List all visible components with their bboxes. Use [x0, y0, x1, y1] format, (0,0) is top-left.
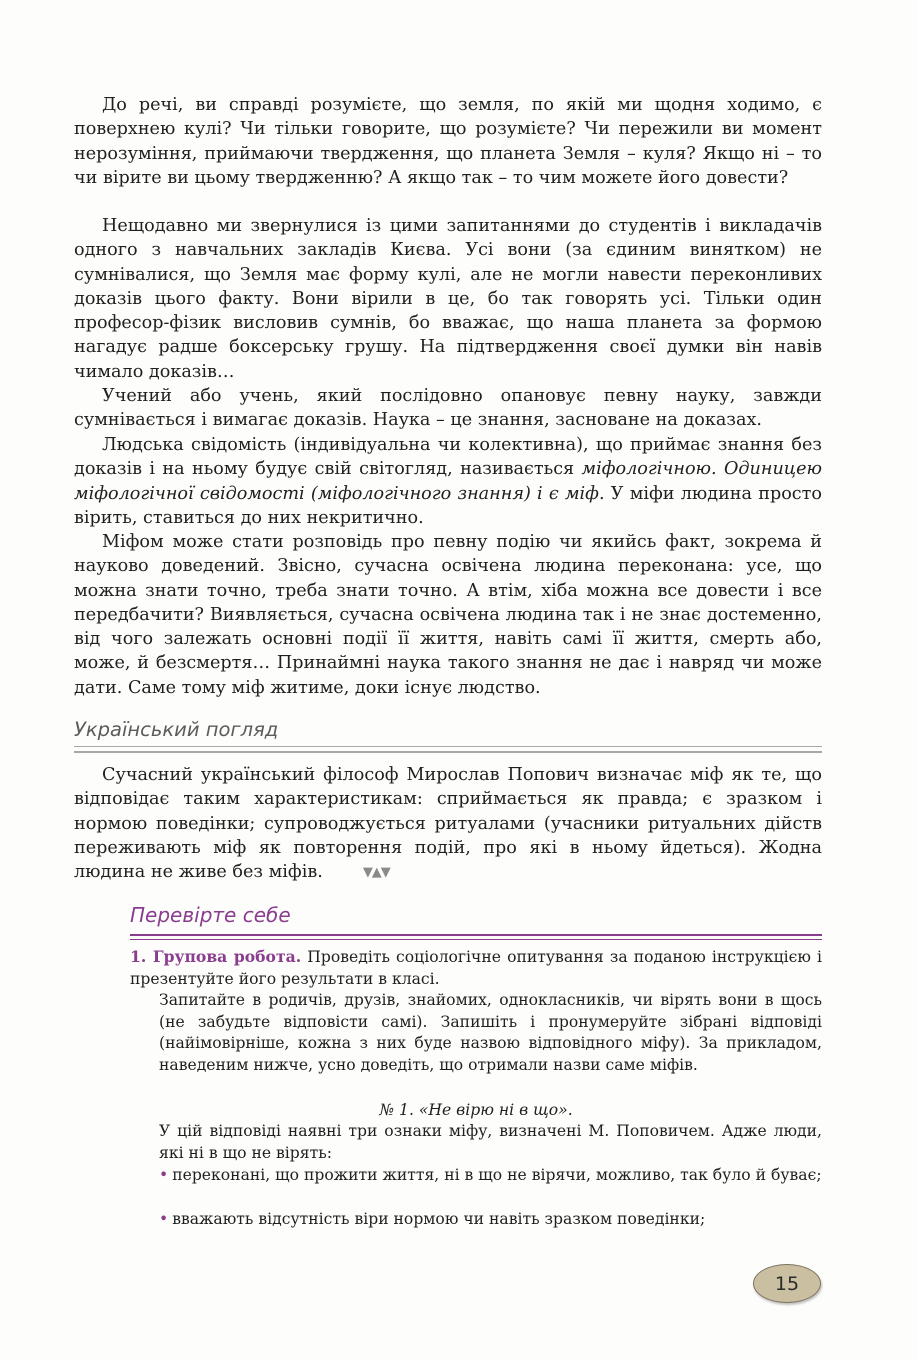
- bullet-item: [159, 1209, 822, 1231]
- ukrainian-view-body: Сучасний український філософ Мирослав Попович визначає міф як те, що відповідає таким характеристикам: сприймається як правда; є зразком і нормою поведінки; супроводжується ритуалами (учасники ритуальних дійств переживають міф як повторення подій, про які в ньому йдеться). Жодна людина не живе без міфів.: [74, 765, 822, 883]
- paragraph-2: Нещодавно ми звернулися із цими запитаннями до студентів і викладачів одного з навчальних закладів Києва. Усі вони (за єдиним винятком) не сумнівалися, що Земля має форму кулі, але не могли навести переконливих доказів цього факту. Вони вірили в це, бо так говорять усі. Тільки один професор-фізик висловив сумнів, бо вважає, що наша планета за формою нагадує радше боксерську грушу. На підтвердження своєї думки він навів чимало доказів…: [74, 216, 822, 382]
- paragraph-3: Учений або учень, який послідовно опановує певну науку, завжди сумнівається і вимагає доказів. Наука – це знання, засноване на доказах.: [74, 386, 822, 431]
- triangle-marker-icon: ▼▲▼: [362, 865, 390, 881]
- section-heading-ukrainian-view: Український погляд: [74, 718, 279, 741]
- section-divider: [74, 746, 822, 753]
- task-text: Проведіть соціологічне опитування за поданою інструкцією і презентуйте його результати в класі.: [130, 948, 822, 988]
- task-label: 1. Групова робота.: [130, 947, 302, 966]
- paragraph-4: [74, 433, 822, 530]
- section-heading-check-yourself: Перевірте себе: [130, 903, 291, 927]
- bullet-icon: •: [159, 1166, 169, 1184]
- bullet-icon: •: [159, 1210, 169, 1228]
- bullet-text: вважають відсутність віри нормою чи навіть зразком поведінки;: [172, 1210, 706, 1228]
- p4-text-start: Людська свідомість (індивідуальна чи колективна), що приймає знання без доказів і на ньому будує свій світогляд, називається: [74, 435, 822, 480]
- task-instruction: Запитайте в родичів, друзів, знайомих, однокласників, чи вірять вони в щось (не забудьте відповісти самі). Запишіть і пронумеруйте зібрані відповіді (найімовірніше, кожна з них буде назвою відповідного міфу). За прикладом, наведеним нижче, усно доведіть, що отримали назви саме міфів.: [159, 991, 822, 1074]
- paragraph-1: До речі, ви справді розумієте, що земля, по якій ми щодня ходимо, є поверхнею кулі? Чи тільки говорите, що розумієте? Чи пережили ви момент нерозуміння, приймаючи твердження, що планета Земля – куля? Якщо ні – то чи вірите ви цьому твердженню? А якщо так – то чим можете його довести?: [74, 95, 822, 188]
- example-text: У цій відповіді наявні три ознаки міфу, визначені М. Поповичем. Адже люди, які ні в що не вірять:: [159, 1122, 822, 1162]
- section-divider-accent: [130, 934, 822, 940]
- paragraph-5: Міфом може стати розповідь про певну подію чи якийсь факт, зокрема й науково доведений. Звісно, сучасна освічена людина переконана: усе, що можна знати точно, треба знати точно. А втім, хіба можна все довести і все передбачити? Виявляється, сучасна освічена людина так і не знає достеменно, від чого залежать основні події її життя, навіть самі її життя, смерть або, може, й безсмертя… Принаймні наука такого знання не дає і навряд чи може дати. Саме тому міф житиме, доки існує людство.: [74, 532, 822, 698]
- bullet-text: переконані, що прожити життя, ні в що не вірячи, можливо, так було й буває;: [172, 1166, 822, 1184]
- p4-italic-definition: міфологічною. Одиницею міфологічної свідомості (міфологічного знання) і є міф.: [74, 459, 822, 504]
- ukrainian-view-text: [74, 763, 822, 885]
- task-1: [130, 946, 822, 990]
- p4-text-end: У міфи людина просто вірить, ставиться до них некритично.: [74, 483, 822, 528]
- example-title: № 1. «Не вірю ні в що».: [379, 1101, 573, 1119]
- bullet-item: [159, 1165, 822, 1187]
- page-number: 15: [753, 1264, 821, 1303]
